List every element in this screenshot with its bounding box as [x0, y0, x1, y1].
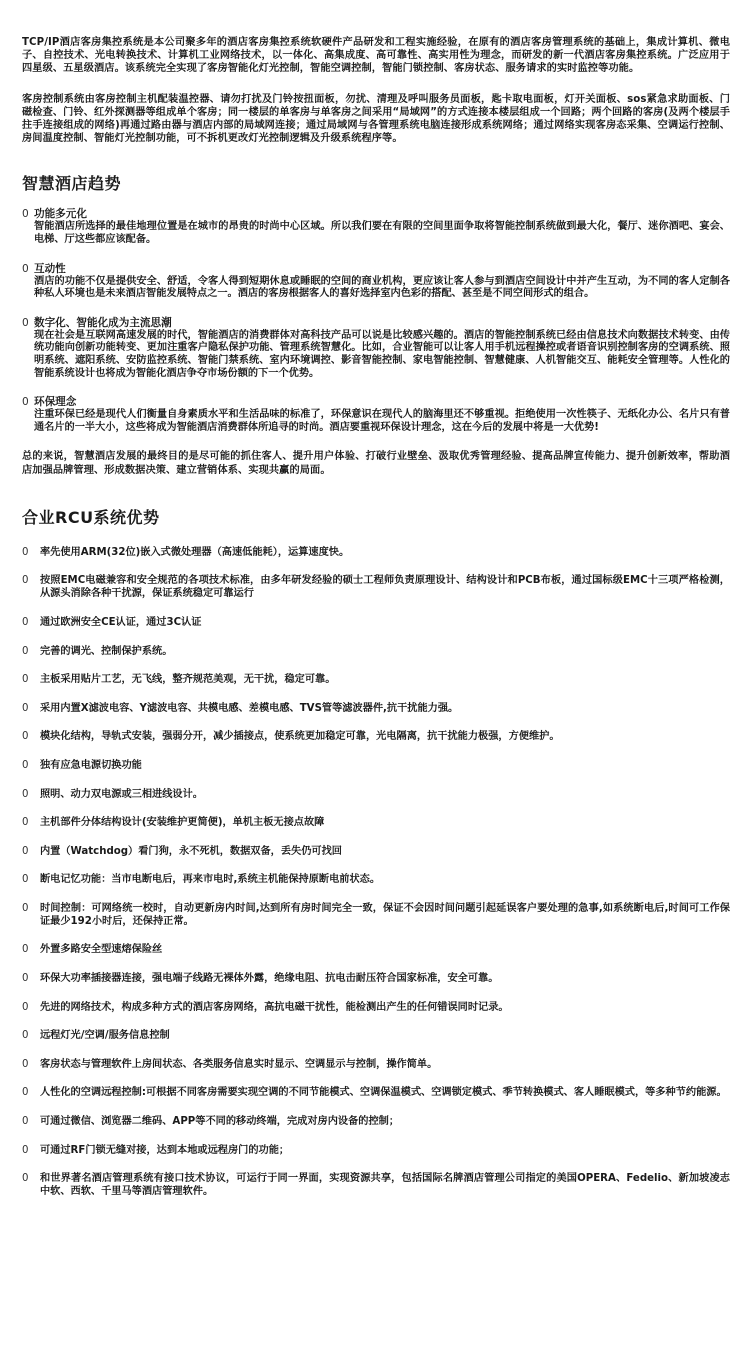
bullet-marker: 0 [22, 208, 29, 221]
bullet-marker: 0 [22, 759, 29, 771]
advantage-item [22, 972, 730, 985]
advantage-text: 按照EMC电磁兼容和安全规范的各项技术标准，由多年研发经验的硕士工程师负责原理设计、结构设计和PCB布板，通过国标级EMC十三项严格检测，从源头消除各种干扰源，保证系统稳定可靠运行 [40, 575, 730, 600]
advantage-text: 主板采用贴片工艺，无飞线，整齐规范美观，无干扰，稳定可靠。 [40, 674, 336, 686]
bullet-marker: 0 [22, 902, 29, 914]
advantage-text: 照明、动力双电源或三相进线设计。 [40, 788, 203, 800]
bullet-marker: 0 [22, 1030, 29, 1042]
advantage-item [22, 902, 730, 928]
advantage-text: 率先使用ARM(32位)嵌入式微处理器（高速低能耗），运算速度快。 [40, 546, 350, 558]
summary-paragraph: 总的来说，智慧酒店发展的最终目的是尽可能的抓住客人、提升用户体验、打破行业壁垒、汲取优秀管理经验、提高品牌宣传能力、提升创新效率，帮助酒店加强品牌管理、形成数据决策、建立营销体系、实现共赢的局面。 [22, 451, 730, 476]
trend-title: 环保理念 [34, 396, 77, 409]
trends-heading: 智慧酒店趋势 [22, 174, 122, 194]
intro-paragraph-2: 客房控制系统由客房控制主机配装温控器、请勿打扰及门铃按扭面板，勿扰、清理及呼叫服务员面板，匙卡取电面板，灯开关面板、sos紧急求助面板、门磁检查、门铃、红外探测器等组成单个客房；同一楼层的单客房与单客房之间采用“局域网”的方式连接本楼层组成一个回路；两个回路的客房(及两个楼层手拄手连接组成的网络)再通过路由器与酒店内部的局域网连接；通过局域网与各管理系统电脑连接形成系统网络；通过网络实现客房态采集、空调运行控制、房间温度控制、智能灯光控制功能，可不拆机更改灯光控制逻辑及升级系统程序等。 [22, 93, 730, 145]
bullet-marker: 0 [22, 702, 29, 714]
advantage-text: 独有应急电源切换功能 [40, 759, 142, 771]
bullet-marker: 0 [22, 396, 29, 409]
bullet-marker: 0 [22, 874, 29, 886]
trend-item [22, 208, 730, 246]
advantage-text: 环保大功率插接器连接，强电端子线路无裸体外露，绝缘电阻、抗电击耐压符合国家标准，安全可靠。 [40, 973, 499, 985]
advantage-item [22, 943, 730, 956]
bullet-marker: 0 [22, 1116, 29, 1128]
trend-body: 智能酒店所选择的最佳地理位置是在城市的昂贵的时尚中心区域。所以我们要在有限的空间里面争取将智能控制系统做到最大化，餐厅、迷你酒吧、宴会、电梯、厅这些都应该配备。 [34, 221, 730, 246]
advantage-item [22, 1001, 730, 1014]
advantage-item [22, 816, 730, 829]
advantage-item [22, 546, 730, 559]
trend-body: 注重环保已经是现代人们衡量自身素质水平和生活品味的标准了，环保意识在现代人的脑海里还不够重视。拒绝使用一次性筷子、无纸化办公、名片只有普通名片的一半大小，这些将成为智能酒店消费群体所追寻的时尚。酒店要重视环保设计理念，这在今后的发展中将是一大优势! [34, 409, 730, 433]
advantage-item [22, 1144, 730, 1157]
advantage-item [22, 702, 730, 715]
advantage-text: 时间控制：可网络统一校时，自动更新房内时间,达到所有房时间完全一致，保证不会因时间问题引起延误客户要处理的急事,如系统断电后,时间可工作保证最少192小时后，还保持正常。 [40, 902, 730, 927]
bullet-marker: 0 [22, 1173, 29, 1185]
bullet-marker: 0 [22, 845, 29, 857]
advantage-item [22, 845, 730, 858]
advantage-item [22, 1172, 730, 1198]
bullet-marker: 0 [22, 817, 29, 829]
advantage-text: 可通过RF门锁无缝对接，达到本地或远程房门的功能； [40, 1144, 290, 1156]
bullet-marker: 0 [22, 1144, 29, 1156]
bullet-marker: 0 [22, 1001, 29, 1013]
advantage-item [22, 873, 730, 886]
advantage-text: 先进的网络技术，构成多种方式的酒店客房网络，高抗电磁干扰性，能检测出产生的任何错误同时记录。 [40, 1001, 509, 1013]
advantage-item [22, 1086, 730, 1099]
advantage-item [22, 759, 730, 772]
advantage-text: 通过欧洲安全CE认证，通过3C认证 [40, 616, 202, 628]
advantage-text: 断电记忆功能：当市电断电后，再来市电时,系统主机能保持原断电前状态。 [40, 874, 381, 886]
advantage-text: 主机部件分体结构设计(安装维护更简便)，单机主板无接点故障 [40, 817, 325, 829]
advantage-item [22, 730, 730, 743]
advantage-text: 可通过微信、浏览器二维码、APP等不同的移动终端，完成对房内设备的控制； [40, 1116, 400, 1128]
advantage-item [22, 673, 730, 686]
advantage-text: 人性化的空调远程控制:可根据不同客房需要实现空调的不同节能模式、空调保温模式、空调锁定模式、季节转换模式、客人睡眠模式，等多种节约能源。 [40, 1087, 727, 1099]
advantage-item [22, 645, 730, 658]
trend-body: 酒店的功能不仅是提供安全、舒适，令客人得到短期休息或睡眠的空间的商业机构，更应该让客人参与到酒店空间设计中并产生互动，为不同的客人定制各种私人环境也是未来酒店智能发展特点之一。酒店的客房根据客人的喜好选择室内色彩的搭配、甚至是不同空间形式的组合。 [34, 275, 730, 300]
advantage-item [22, 616, 730, 629]
trend-title: 功能多元化 [34, 208, 87, 221]
advantage-item [22, 788, 730, 801]
advantage-text: 模块化结构，导轨式安装，强弱分开，减少插接点，使系统更加稳定可靠，光电隔离，抗干扰能力极强，方便维护。 [40, 731, 560, 743]
advantages-heading: 合业RCU系统优势 [22, 507, 160, 527]
bullet-marker: 0 [22, 788, 29, 800]
advantage-item [22, 1115, 730, 1128]
trend-item [22, 263, 730, 301]
bullet-marker: 0 [22, 731, 29, 743]
advantage-text: 外置多路安全型速熔保险丝 [40, 944, 163, 956]
advantage-text: 完善的调光、控制保护系统。 [40, 645, 173, 657]
trend-title: 互动性 [34, 262, 66, 275]
bullet-marker: 0 [22, 1087, 29, 1099]
trends-list [22, 208, 730, 434]
bullet-marker: 0 [22, 944, 29, 956]
advantage-text: 和世界著名酒店管理系统有接口技术协议，可运行于同一界面，实现资源共享，包括国际名牌酒店管理公司指定的美国OPERA、Fedelio、新加坡凌志中软、西软、千里马等酒店管理软件。 [40, 1173, 730, 1198]
intro-paragraph-1: TCP/IP酒店客房集控系统是本公司聚多年的酒店客房集控系统软硬件产品研发和工程实施经验，在原有的酒店客房管理系统的基础上，集成计算机、微电子、自控技术、光电转换技术、计算机工业网络技术，以一体化、高集成度、高可靠性、高实用性为理念，而研发的新一代酒店客房集控系统。广泛应用于四星级、五星级酒店。该系统完全实现了客房智能化灯光控制，智能空调控制，智能门锁控制、客房状态、服务请求的实时监控等功能。 [22, 37, 730, 75]
bullet-marker: 0 [22, 316, 29, 329]
bullet-marker: 0 [22, 973, 29, 985]
bullet-marker: 0 [22, 616, 29, 628]
advantage-text: 采用内置X滤波电容、Y滤波电容、共模电感、差模电感、TVS管等滤波器件,抗干扰能力强。 [40, 702, 459, 714]
trend-title: 数字化、智能化成为主流思潮 [34, 316, 172, 329]
bullet-marker: 0 [22, 645, 29, 657]
document-page [22, 36, 730, 1214]
bullet-marker: 0 [22, 575, 29, 587]
advantage-text: 远程灯光/空调/服务信息控制 [40, 1030, 170, 1042]
advantage-item [22, 1029, 730, 1042]
bullet-marker: 0 [22, 1058, 29, 1070]
advantages-list [22, 546, 730, 1198]
advantage-item [22, 574, 730, 600]
advantage-text: 客房状态与管理软件上房间状态、各类服务信息实时显示、空调显示与控制，操作简单。 [40, 1058, 438, 1070]
advantage-text: 内置（Watchdog）看门狗，永不死机，数据双备，丢失仍可找回 [40, 845, 342, 857]
bullet-marker: 0 [22, 674, 29, 686]
advantage-item [22, 1058, 730, 1071]
trend-body: 现在社会是互联网高速发展的时代，智能酒店的消费群体对高科技产品可以说是比较感兴趣的。酒店的智能控制系统已经由信息技术向数据技术转变、由传统功能向创新功能转变、更加注重客户隐私保护功能、管理系统智慧化。比如，合业智能可以让客人用手机远程操控或者语音识别控制客房的空调系统、照明系统、遮阳系统、安防监控系统、智能门禁系统、室内环境调控、影音智能控制、家电智能控制、智慧健康、人机智能交互、能耗安全管理等。人性化的智能系统设计也将成为智能化酒店争夺市场份额的下一个优势。 [34, 329, 730, 379]
trend-item [22, 396, 730, 434]
bullet-marker: 0 [22, 546, 29, 558]
bullet-marker: 0 [22, 262, 29, 275]
trend-item [22, 317, 730, 380]
